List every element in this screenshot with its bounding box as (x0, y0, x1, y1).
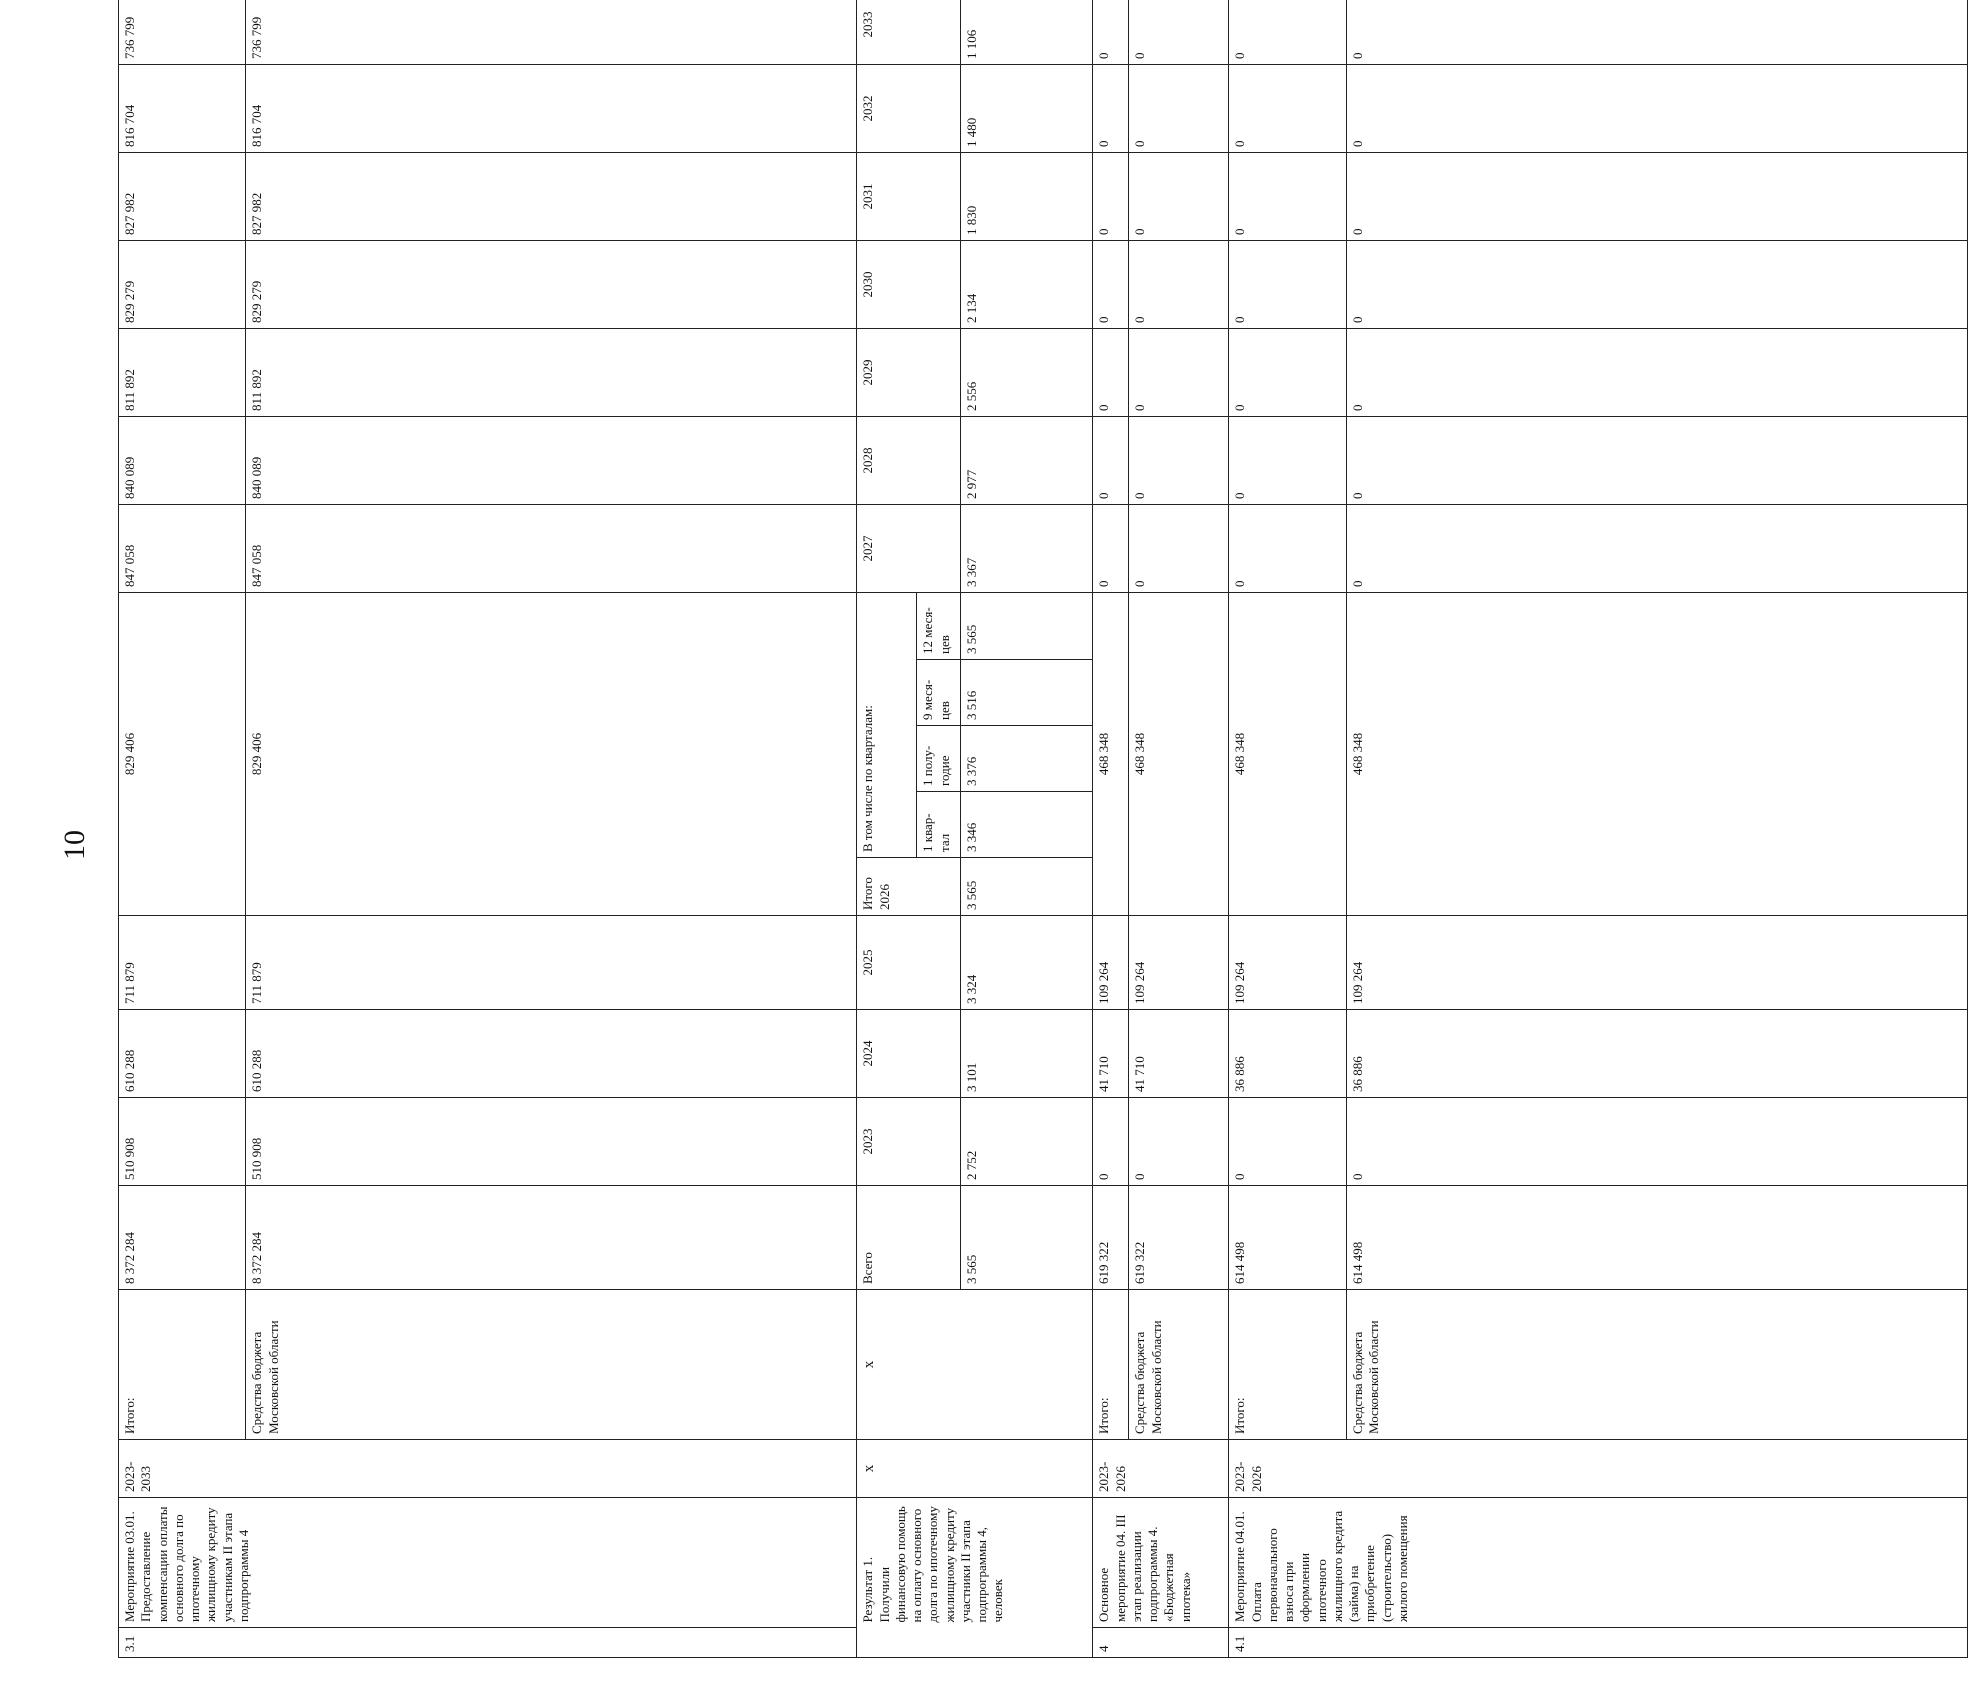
value-2028: 840 089 (119, 416, 246, 504)
value-2028: 0 (1346, 416, 1967, 504)
value-2029: 811 892 (246, 328, 857, 416)
value-2026: 829 406 (119, 592, 246, 915)
value-2025: 109 264 (1229, 916, 1347, 1010)
value-total: 619 322 (1093, 1186, 1129, 1290)
value-2030: 0 (1093, 240, 1129, 328)
value-2031: 0 (1093, 152, 1129, 240)
header-2026-group: В том числе по кварталам: (857, 592, 917, 857)
value-2031: 827 982 (119, 152, 246, 240)
value-2027: 847 058 (119, 504, 246, 592)
result-2032: 1 480 (961, 64, 1093, 152)
table-row (1093, 0, 1129, 1658)
table-row (1229, 0, 1347, 1658)
value-2023: 510 908 (119, 1098, 246, 1186)
result-12m: 3 565 (961, 592, 1093, 659)
header-total: Всего (857, 1186, 961, 1290)
header-2027: 2027 (857, 504, 961, 592)
value-2023: 0 (1346, 1098, 1967, 1186)
value-2032: 816 704 (246, 64, 857, 152)
header-12m: 12 меся-цев (917, 592, 961, 659)
value-2025: 109 264 (1129, 916, 1229, 1010)
value-2030: 0 (1346, 240, 1967, 328)
value-2023: 510 908 (246, 1098, 857, 1186)
value-2026: 468 348 (1346, 592, 1967, 915)
value-2033: 0 (1093, 0, 1129, 64)
value-2027: 0 (1093, 504, 1129, 592)
value-2024: 36 886 (1346, 1010, 1967, 1098)
value-2025: 711 879 (246, 916, 857, 1010)
result-q1: 3 346 (961, 792, 1093, 858)
header-2031: 2031 (857, 152, 961, 240)
table-row (246, 0, 857, 1658)
header-2028: 2028 (857, 416, 961, 504)
value-2026: 468 348 (1129, 592, 1229, 915)
result-spacer (857, 1628, 1093, 1658)
result-header-row (857, 0, 917, 1658)
value-2030: 0 (1229, 240, 1347, 328)
value-2027: 847 058 (246, 504, 857, 592)
value-2024: 41 710 (1129, 1010, 1229, 1098)
value-2032: 816 704 (119, 64, 246, 152)
header-2029: 2029 (857, 328, 961, 416)
result-9m: 3 516 (961, 660, 1093, 726)
row-number: 4.1 (1229, 1628, 1967, 1658)
value-2025: 109 264 (1346, 916, 1967, 1010)
value-2032: 0 (1129, 64, 1229, 152)
value-2033: 736 799 (119, 0, 246, 64)
program-activities-table (118, 0, 1968, 1658)
value-2023: 0 (1229, 1098, 1347, 1186)
value-2029: 811 892 (119, 328, 246, 416)
value-2033: 736 799 (246, 0, 857, 64)
period: 2023-2026 (1229, 1440, 1967, 1498)
value-2029: 0 (1093, 328, 1129, 416)
result-total: 3 565 (961, 1186, 1093, 1290)
value-2033: 0 (1129, 0, 1229, 64)
result-2023: 2 752 (961, 1098, 1093, 1186)
value-total: 8 372 284 (119, 1186, 246, 1290)
value-2033: 0 (1229, 0, 1347, 64)
value-2026: 468 348 (1229, 592, 1347, 915)
header-2032: 2032 (857, 64, 961, 152)
value-2023: 0 (1093, 1098, 1129, 1186)
value-2033: 0 (1346, 0, 1967, 64)
value-2027: 0 (1346, 504, 1967, 592)
header-q1: 1 квар-тал (917, 792, 961, 858)
value-2029: 0 (1229, 328, 1347, 416)
total-label: Итого: (1093, 1290, 1129, 1440)
total-label: Итого: (1229, 1290, 1347, 1440)
value-2030: 0 (1129, 240, 1229, 328)
funding-source: Средства бюджета Московской области (246, 1290, 857, 1440)
result-2025: 3 324 (961, 916, 1093, 1010)
funding-source: Средства бюджета Московской области (1129, 1290, 1229, 1440)
result-2029: 2 556 (961, 328, 1093, 416)
value-2031: 0 (1129, 152, 1229, 240)
period: 2023-2026 (1093, 1440, 1229, 1498)
table-row (1346, 0, 1967, 1658)
row-number: 3.1 (119, 1628, 857, 1658)
value-2028: 0 (1129, 416, 1229, 504)
period: 2023-2033 (119, 1440, 857, 1498)
value-2031: 827 982 (246, 152, 857, 240)
header-2033: 2033 (857, 0, 961, 64)
result-period: x (857, 1440, 1093, 1498)
value-2024: 610 288 (246, 1010, 857, 1098)
activity-name: Мероприятие 03.01. Предоставление компенсации оплаты основного долга по ипотечному жилищному кредиту участникам II этапа подпрограммы 4 (119, 1498, 857, 1628)
value-2031: 0 (1346, 152, 1967, 240)
header-h1: 1 полу-годие (917, 726, 961, 792)
total-label: Итого: (119, 1290, 246, 1440)
result-2027: 3 367 (961, 504, 1093, 592)
value-total: 8 372 284 (246, 1186, 857, 1290)
header-2024: 2024 (857, 1010, 961, 1098)
header-2025: 2025 (857, 916, 961, 1010)
result-2026-total: 3 565 (961, 858, 1093, 916)
activity-name: Основное мероприятие 04. III этап реализации подпрограммы 4. «Бюджетная ипотека» (1093, 1498, 1229, 1628)
value-2026: 829 406 (246, 592, 857, 915)
row-number: 4 (1093, 1628, 1229, 1658)
value-total: 614 498 (1346, 1186, 1967, 1290)
value-2030: 829 279 (246, 240, 857, 328)
value-total: 614 498 (1229, 1186, 1347, 1290)
value-2032: 0 (1346, 64, 1967, 152)
value-2027: 0 (1229, 504, 1347, 592)
value-2029: 0 (1129, 328, 1229, 416)
value-2027: 0 (1129, 504, 1229, 592)
value-2028: 0 (1229, 416, 1347, 504)
value-2028: 0 (1093, 416, 1129, 504)
value-total: 619 322 (1129, 1186, 1229, 1290)
value-2025: 711 879 (119, 916, 246, 1010)
result-2031: 1 830 (961, 152, 1093, 240)
activity-name: Мероприятие 04.01. Оплата первоначального взноса при оформлении ипотечного жилищного кредита (займа) на приобретение (строительство) жилого помещения (1229, 1498, 1967, 1628)
header-2030: 2030 (857, 240, 961, 328)
value-2025: 109 264 (1093, 916, 1129, 1010)
table-row (1129, 0, 1229, 1658)
value-2023: 0 (1129, 1098, 1229, 1186)
result-name: Результат 1. Получили финансовую помощь на оплату основного долга по ипотечному жилищному кредиту участники II этапа подпрограммы 4, человек (857, 1498, 1093, 1628)
value-2024: 36 886 (1229, 1010, 1347, 1098)
value-2032: 0 (1093, 64, 1129, 152)
header-2026-total: Итого 2026 (857, 858, 961, 916)
header-9m: 9 меся-цев (917, 660, 961, 726)
value-2028: 840 089 (246, 416, 857, 504)
result-2030: 2 134 (961, 240, 1093, 328)
value-2029: 0 (1346, 328, 1967, 416)
value-2024: 610 288 (119, 1010, 246, 1098)
rotated-table-container (118, 11, 1410, 1658)
value-2032: 0 (1229, 64, 1347, 152)
page-number: 10 (58, 830, 91, 860)
header-2023: 2023 (857, 1098, 961, 1186)
value-2030: 829 279 (119, 240, 246, 328)
value-2031: 0 (1229, 152, 1347, 240)
funding-source: Средства бюджета Московской области (1346, 1290, 1967, 1440)
result-h1: 3 376 (961, 726, 1093, 792)
value-2026: 468 348 (1093, 592, 1129, 915)
result-2028: 2 977 (961, 416, 1093, 504)
result-2024: 3 101 (961, 1010, 1093, 1098)
result-source: x (857, 1290, 1093, 1440)
result-2033: 1 106 (961, 0, 1093, 64)
table-row (119, 0, 246, 1658)
value-2024: 41 710 (1093, 1010, 1129, 1098)
